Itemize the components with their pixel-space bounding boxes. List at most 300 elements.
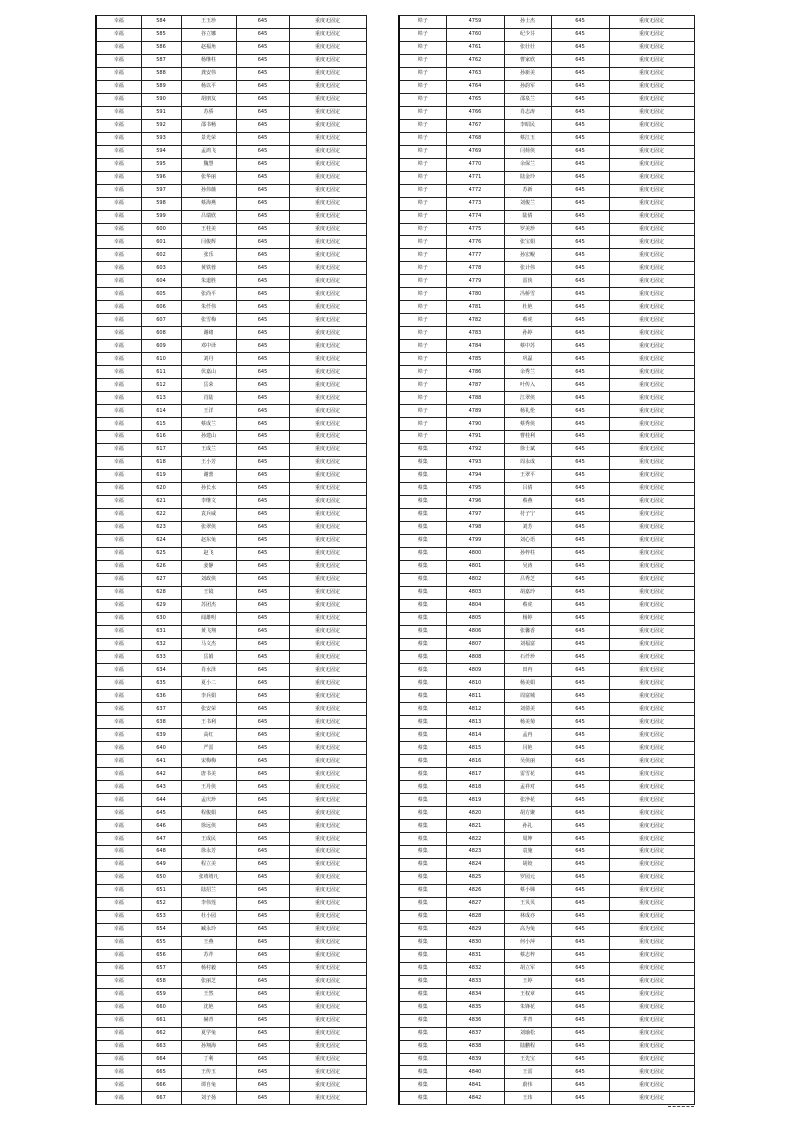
name-cell: 闫荷侠 bbox=[504, 145, 551, 158]
type-cell: 重度无固定 bbox=[609, 275, 694, 288]
type-cell: 重度无固定 bbox=[289, 755, 366, 768]
name-cell: 张靖靖凡 bbox=[181, 871, 236, 884]
name-cell: 唐书美 bbox=[181, 768, 236, 781]
id-cell: 4799 bbox=[446, 534, 504, 547]
table-row bbox=[399, 521, 694, 534]
town-cell: 埠子 bbox=[399, 197, 446, 210]
table-row bbox=[96, 158, 366, 171]
id-cell: 4842 bbox=[446, 1092, 504, 1105]
id-cell: 603 bbox=[141, 262, 181, 275]
town-cell: 蔡集 bbox=[399, 1066, 446, 1079]
id-cell: 4830 bbox=[446, 936, 504, 949]
name-cell: 闫艳 bbox=[504, 742, 551, 755]
name-cell: 王成兰 bbox=[181, 443, 236, 456]
id-cell: 4768 bbox=[446, 132, 504, 145]
type-cell: 重度无固定 bbox=[609, 962, 694, 975]
name-cell: 蔡秀侠 bbox=[504, 418, 551, 431]
id-cell: 650 bbox=[141, 871, 181, 884]
amount-cell: 645 bbox=[236, 949, 289, 962]
town-cell: 蔡集 bbox=[399, 521, 446, 534]
town-cell: 幸福 bbox=[96, 1053, 141, 1066]
name-cell: 蔡江玉 bbox=[504, 132, 551, 145]
id-cell: 4839 bbox=[446, 1053, 504, 1066]
name-cell: 刘政侠 bbox=[181, 573, 236, 586]
town-cell: 幸福 bbox=[96, 1066, 141, 1079]
type-cell: 重度无固定 bbox=[289, 469, 366, 482]
name-cell: 杨继柱 bbox=[181, 54, 236, 67]
name-cell: 蔡中苏 bbox=[504, 340, 551, 353]
name-cell: 胡立军 bbox=[504, 962, 551, 975]
town-cell: 幸福 bbox=[96, 742, 141, 755]
amount-cell: 645 bbox=[236, 768, 289, 781]
type-cell: 重度无固定 bbox=[289, 949, 366, 962]
town-cell: 幸福 bbox=[96, 638, 141, 651]
amount-cell: 645 bbox=[551, 301, 609, 314]
name-cell: 胡方聚 bbox=[504, 807, 551, 820]
id-cell: 4800 bbox=[446, 547, 504, 560]
type-cell: 重度无固定 bbox=[289, 858, 366, 871]
town-cell: 蔡集 bbox=[399, 742, 446, 755]
id-cell: 658 bbox=[141, 975, 181, 988]
amount-cell: 645 bbox=[551, 833, 609, 846]
town-cell: 幸福 bbox=[96, 418, 141, 431]
type-cell: 重度无固定 bbox=[609, 288, 694, 301]
town-cell: 蔡集 bbox=[399, 456, 446, 469]
town-cell: 蔡集 bbox=[399, 936, 446, 949]
name-cell: 孙翔海 bbox=[181, 1040, 236, 1053]
name-cell: 蔡燕 bbox=[504, 495, 551, 508]
table-row bbox=[399, 703, 694, 716]
amount-cell: 645 bbox=[236, 690, 289, 703]
table-row bbox=[96, 638, 366, 651]
name-cell: 李伟莲 bbox=[181, 897, 236, 910]
town-cell: 埠子 bbox=[399, 106, 446, 119]
town-cell: 幸福 bbox=[96, 807, 141, 820]
id-cell: 4764 bbox=[446, 80, 504, 93]
id-cell: 4775 bbox=[446, 223, 504, 236]
name-cell: 孙婷 bbox=[504, 327, 551, 340]
amount-cell: 645 bbox=[551, 171, 609, 184]
table-row bbox=[96, 482, 366, 495]
table-row bbox=[399, 768, 694, 781]
name-cell: 张华丽 bbox=[181, 171, 236, 184]
type-cell: 重度无固定 bbox=[289, 210, 366, 223]
table-row bbox=[399, 690, 694, 703]
town-cell: 蔡集 bbox=[399, 703, 446, 716]
table-row bbox=[96, 1040, 366, 1053]
town-cell: 蔡集 bbox=[399, 677, 446, 690]
name-cell: 王权章 bbox=[504, 988, 551, 1001]
id-cell: 4838 bbox=[446, 1040, 504, 1053]
name-cell: 苏团杰 bbox=[181, 599, 236, 612]
amount-cell: 645 bbox=[551, 599, 609, 612]
amount-cell: 645 bbox=[236, 833, 289, 846]
id-cell: 647 bbox=[141, 833, 181, 846]
id-cell: 612 bbox=[141, 379, 181, 392]
type-cell: 重度无固定 bbox=[609, 638, 694, 651]
type-cell: 重度无固定 bbox=[289, 288, 366, 301]
amount-cell: 645 bbox=[551, 858, 609, 871]
name-cell: 赫青 bbox=[181, 1014, 236, 1027]
amount-cell: 645 bbox=[236, 236, 289, 249]
town-cell: 埠子 bbox=[399, 418, 446, 431]
town-cell: 幸福 bbox=[96, 431, 141, 444]
town-cell: 幸福 bbox=[96, 560, 141, 573]
table-row bbox=[96, 936, 366, 949]
type-cell: 重度无固定 bbox=[609, 833, 694, 846]
town-cell: 幸福 bbox=[96, 495, 141, 508]
amount-cell: 645 bbox=[236, 184, 289, 197]
id-cell: 588 bbox=[141, 67, 181, 80]
type-cell: 重度无固定 bbox=[289, 820, 366, 833]
town-cell: 幸福 bbox=[96, 988, 141, 1001]
amount-cell: 645 bbox=[236, 314, 289, 327]
amount-cell: 645 bbox=[236, 443, 289, 456]
type-cell: 重度无固定 bbox=[289, 236, 366, 249]
id-cell: 4780 bbox=[446, 288, 504, 301]
type-cell: 重度无固定 bbox=[609, 482, 694, 495]
id-cell: 609 bbox=[141, 340, 181, 353]
table-row bbox=[399, 988, 694, 1001]
name-cell: 苏骄 bbox=[181, 106, 236, 119]
town-cell: 蔡集 bbox=[399, 482, 446, 495]
type-cell: 重度无固定 bbox=[289, 599, 366, 612]
town-cell: 蔡集 bbox=[399, 1001, 446, 1014]
table-row bbox=[399, 716, 694, 729]
id-cell: 652 bbox=[141, 897, 181, 910]
id-cell: 645 bbox=[141, 807, 181, 820]
type-cell: 重度无固定 bbox=[289, 664, 366, 677]
table-row bbox=[96, 560, 366, 573]
type-cell: 重度无固定 bbox=[609, 405, 694, 418]
id-cell: 4817 bbox=[446, 768, 504, 781]
town-cell: 幸福 bbox=[96, 794, 141, 807]
name-cell: 朱道胜 bbox=[181, 275, 236, 288]
name-cell: 王雷 bbox=[504, 1066, 551, 1079]
id-cell: 615 bbox=[141, 418, 181, 431]
amount-cell: 645 bbox=[236, 534, 289, 547]
amount-cell: 645 bbox=[551, 1040, 609, 1053]
type-cell: 重度无固定 bbox=[289, 353, 366, 366]
town-cell: 幸福 bbox=[96, 1092, 141, 1105]
amount-cell: 645 bbox=[236, 495, 289, 508]
town-cell: 幸福 bbox=[96, 93, 141, 106]
id-cell: 4837 bbox=[446, 1027, 504, 1040]
town-cell: 幸福 bbox=[96, 612, 141, 625]
amount-cell: 645 bbox=[551, 625, 609, 638]
table-row bbox=[96, 521, 366, 534]
type-cell: 重度无固定 bbox=[289, 184, 366, 197]
id-cell: 4811 bbox=[446, 690, 504, 703]
id-cell: 4771 bbox=[446, 171, 504, 184]
table-row bbox=[96, 599, 366, 612]
id-cell: 4769 bbox=[446, 145, 504, 158]
table-row bbox=[96, 755, 366, 768]
type-cell: 重度无固定 bbox=[289, 41, 366, 54]
id-cell: 589 bbox=[141, 80, 181, 93]
town-cell: 幸福 bbox=[96, 1014, 141, 1027]
amount-cell: 645 bbox=[551, 638, 609, 651]
id-cell: 598 bbox=[141, 197, 181, 210]
amount-cell: 645 bbox=[551, 249, 609, 262]
name-cell: 徐远侠 bbox=[181, 820, 236, 833]
type-cell: 重度无固定 bbox=[609, 599, 694, 612]
type-cell: 重度无固定 bbox=[609, 703, 694, 716]
town-cell: 幸福 bbox=[96, 508, 141, 521]
name-cell: 余保兰 bbox=[504, 158, 551, 171]
type-cell: 重度无固定 bbox=[289, 482, 366, 495]
id-cell: 632 bbox=[141, 638, 181, 651]
type-cell: 重度无固定 bbox=[609, 1079, 694, 1092]
name-cell: 王成民 bbox=[181, 833, 236, 846]
table-row bbox=[399, 833, 694, 846]
name-cell: 邓中译 bbox=[181, 340, 236, 353]
amount-cell: 645 bbox=[236, 923, 289, 936]
table-row bbox=[96, 1001, 366, 1014]
type-cell: 重度无固定 bbox=[289, 975, 366, 988]
id-cell: 586 bbox=[141, 41, 181, 54]
amount-cell: 645 bbox=[551, 871, 609, 884]
id-cell: 4782 bbox=[446, 314, 504, 327]
table-row bbox=[96, 28, 366, 41]
amount-cell: 645 bbox=[236, 210, 289, 223]
name-cell: 李继文 bbox=[181, 495, 236, 508]
name-cell: 陆招兰 bbox=[181, 884, 236, 897]
table-row bbox=[96, 742, 366, 755]
town-cell: 幸福 bbox=[96, 353, 141, 366]
name-cell: 孙宏鲲 bbox=[504, 249, 551, 262]
id-cell: 659 bbox=[141, 988, 181, 1001]
name-cell: 谢蕾 bbox=[181, 469, 236, 482]
amount-cell: 645 bbox=[236, 16, 289, 29]
name-cell: 蔚伟 bbox=[504, 1079, 551, 1092]
table-row bbox=[399, 599, 694, 612]
name-cell: 周富城 bbox=[504, 690, 551, 703]
id-cell: 618 bbox=[141, 456, 181, 469]
id-cell: 633 bbox=[141, 651, 181, 664]
town-cell: 蔡集 bbox=[399, 1053, 446, 1066]
name-cell: 龚安伟 bbox=[181, 67, 236, 80]
table-row bbox=[96, 418, 366, 431]
table-row bbox=[96, 807, 366, 820]
amount-cell: 645 bbox=[551, 340, 609, 353]
table-row bbox=[399, 910, 694, 923]
table-row bbox=[96, 988, 366, 1001]
table-row bbox=[399, 729, 694, 742]
town-cell: 幸福 bbox=[96, 547, 141, 560]
amount-cell: 645 bbox=[236, 703, 289, 716]
type-cell: 重度无固定 bbox=[609, 975, 694, 988]
table-row bbox=[399, 210, 694, 223]
town-cell: 幸福 bbox=[96, 651, 141, 664]
type-cell: 重度无固定 bbox=[609, 755, 694, 768]
table-row bbox=[399, 16, 694, 29]
name-cell: 臧永玲 bbox=[181, 923, 236, 936]
id-cell: 4794 bbox=[446, 469, 504, 482]
table-row bbox=[96, 353, 366, 366]
town-cell: 幸福 bbox=[96, 340, 141, 353]
id-cell: 596 bbox=[141, 171, 181, 184]
amount-cell: 645 bbox=[236, 418, 289, 431]
amount-cell: 645 bbox=[551, 93, 609, 106]
id-cell: 620 bbox=[141, 482, 181, 495]
amount-cell: 645 bbox=[236, 871, 289, 884]
amount-cell: 645 bbox=[551, 405, 609, 418]
amount-cell: 645 bbox=[236, 301, 289, 314]
name-cell: 邵书畅 bbox=[181, 119, 236, 132]
amount-cell: 645 bbox=[551, 936, 609, 949]
amount-cell: 645 bbox=[236, 80, 289, 93]
type-cell: 重度无固定 bbox=[289, 132, 366, 145]
table-row bbox=[399, 119, 694, 132]
name-cell: 王玉珍 bbox=[181, 16, 236, 29]
table-row bbox=[399, 962, 694, 975]
amount-cell: 645 bbox=[236, 288, 289, 301]
type-cell: 重度无固定 bbox=[289, 1014, 366, 1027]
town-cell: 幸福 bbox=[96, 846, 141, 859]
type-cell: 重度无固定 bbox=[289, 418, 366, 431]
town-cell: 幸福 bbox=[96, 781, 141, 794]
name-cell: 夏小二 bbox=[181, 677, 236, 690]
type-cell: 重度无固定 bbox=[609, 41, 694, 54]
town-cell: 蔡集 bbox=[399, 755, 446, 768]
name-cell: 蔡虎 bbox=[504, 314, 551, 327]
table-row bbox=[96, 275, 366, 288]
table-row bbox=[399, 781, 694, 794]
table-row bbox=[96, 1079, 366, 1092]
name-cell: 孙新美 bbox=[504, 67, 551, 80]
id-cell: 4818 bbox=[446, 781, 504, 794]
table-row bbox=[96, 1014, 366, 1027]
table-row bbox=[96, 690, 366, 703]
amount-cell: 645 bbox=[236, 858, 289, 871]
id-cell: 4810 bbox=[446, 677, 504, 690]
table-row bbox=[96, 340, 366, 353]
name-cell: 闻雄明 bbox=[181, 612, 236, 625]
amount-cell: 645 bbox=[551, 1001, 609, 1014]
table-row bbox=[96, 703, 366, 716]
type-cell: 重度无固定 bbox=[609, 392, 694, 405]
id-cell: 662 bbox=[141, 1027, 181, 1040]
table-row bbox=[399, 145, 694, 158]
id-cell: 648 bbox=[141, 846, 181, 859]
name-cell: 王洋 bbox=[181, 405, 236, 418]
id-cell: 4761 bbox=[446, 41, 504, 54]
table-row bbox=[399, 664, 694, 677]
table-row bbox=[399, 28, 694, 41]
amount-cell: 645 bbox=[236, 197, 289, 210]
town-cell: 幸福 bbox=[96, 573, 141, 586]
table-row bbox=[399, 1001, 694, 1014]
type-cell: 重度无固定 bbox=[289, 443, 366, 456]
id-cell: 4760 bbox=[446, 28, 504, 41]
id-cell: 4763 bbox=[446, 67, 504, 80]
town-cell: 埠子 bbox=[399, 54, 446, 67]
type-cell: 重度无固定 bbox=[609, 379, 694, 392]
amount-cell: 645 bbox=[236, 794, 289, 807]
name-cell: 孙伟薇 bbox=[181, 184, 236, 197]
amount-cell: 645 bbox=[551, 962, 609, 975]
town-cell: 幸福 bbox=[96, 871, 141, 884]
type-cell: 重度无固定 bbox=[609, 858, 694, 871]
town-cell: 幸福 bbox=[96, 16, 141, 29]
table-row bbox=[96, 16, 366, 29]
table-row bbox=[399, 1027, 694, 1040]
type-cell: 重度无固定 bbox=[289, 249, 366, 262]
town-cell: 蔡集 bbox=[399, 1092, 446, 1105]
table-row bbox=[399, 392, 694, 405]
id-cell: 4824 bbox=[446, 858, 504, 871]
name-cell: 杨以平 bbox=[181, 80, 236, 93]
name-cell: 胡朋友 bbox=[181, 93, 236, 106]
town-cell: 埠子 bbox=[399, 301, 446, 314]
id-cell: 4786 bbox=[446, 366, 504, 379]
town-cell: 幸福 bbox=[96, 132, 141, 145]
name-cell: 胡姣 bbox=[504, 858, 551, 871]
type-cell: 重度无固定 bbox=[289, 275, 366, 288]
amount-cell: 645 bbox=[551, 379, 609, 392]
table-row bbox=[96, 664, 366, 677]
type-cell: 重度无固定 bbox=[609, 223, 694, 236]
town-cell: 蔡集 bbox=[399, 716, 446, 729]
id-cell: 666 bbox=[141, 1079, 181, 1092]
amount-cell: 645 bbox=[551, 482, 609, 495]
name-cell: 吴侠丽 bbox=[504, 755, 551, 768]
table-row bbox=[96, 366, 366, 379]
table-row bbox=[96, 262, 366, 275]
name-cell: 杨婷 bbox=[504, 612, 551, 625]
table-row bbox=[399, 794, 694, 807]
name-cell: 杜小园 bbox=[181, 910, 236, 923]
id-cell: 4779 bbox=[446, 275, 504, 288]
town-cell: 幸福 bbox=[96, 586, 141, 599]
type-cell: 重度无固定 bbox=[289, 703, 366, 716]
table-row bbox=[399, 106, 694, 119]
id-cell: 4826 bbox=[446, 884, 504, 897]
id-cell: 604 bbox=[141, 275, 181, 288]
name-cell: 谷立娜 bbox=[181, 28, 236, 41]
amount-cell: 645 bbox=[236, 469, 289, 482]
name-cell: 王先宝 bbox=[504, 1053, 551, 1066]
id-cell: 639 bbox=[141, 729, 181, 742]
table-row bbox=[96, 54, 366, 67]
type-cell: 重度无固定 bbox=[289, 1079, 366, 1092]
amount-cell: 645 bbox=[236, 586, 289, 599]
amount-cell: 645 bbox=[236, 1092, 289, 1105]
amount-cell: 645 bbox=[236, 456, 289, 469]
amount-cell: 645 bbox=[236, 677, 289, 690]
town-cell: 幸福 bbox=[96, 223, 141, 236]
id-cell: 4833 bbox=[446, 975, 504, 988]
type-cell: 重度无固定 bbox=[609, 443, 694, 456]
amount-cell: 645 bbox=[236, 716, 289, 729]
amount-cell: 645 bbox=[236, 988, 289, 1001]
type-cell: 重度无固定 bbox=[609, 80, 694, 93]
town-cell: 蔡集 bbox=[399, 495, 446, 508]
amount-cell: 645 bbox=[551, 729, 609, 742]
amount-cell: 645 bbox=[551, 949, 609, 962]
town-cell: 埠子 bbox=[399, 184, 446, 197]
town-cell: 蔡集 bbox=[399, 1027, 446, 1040]
id-cell: 4783 bbox=[446, 327, 504, 340]
town-cell: 幸福 bbox=[96, 949, 141, 962]
type-cell: 重度无固定 bbox=[289, 431, 366, 444]
id-cell: 656 bbox=[141, 949, 181, 962]
amount-cell: 645 bbox=[551, 456, 609, 469]
table-row bbox=[399, 41, 694, 54]
town-cell: 幸福 bbox=[96, 249, 141, 262]
id-cell: 599 bbox=[141, 210, 181, 223]
